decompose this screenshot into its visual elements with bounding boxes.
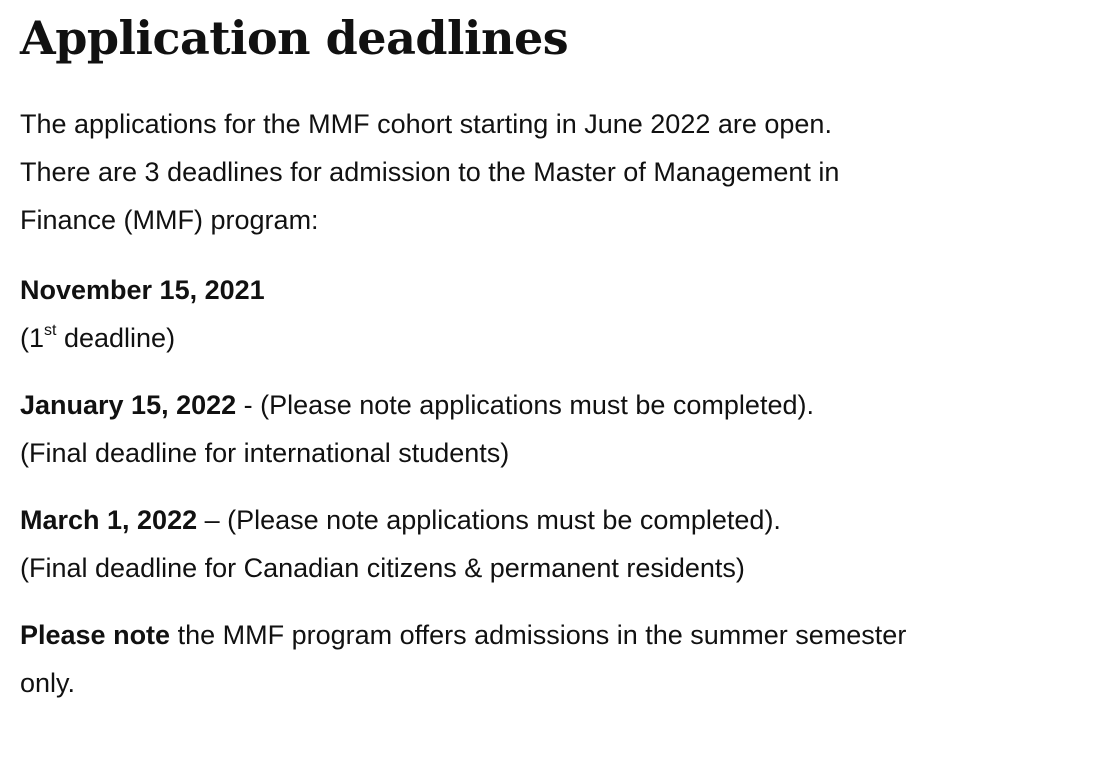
ordinal-suffix: st [44, 322, 57, 339]
deadline-detail: - (Please note applications must be completed). [236, 390, 814, 420]
page-title: Application deadlines [20, 11, 569, 65]
footer-note-bold: Please note [20, 620, 171, 650]
footer-note [20, 611, 1074, 707]
intro-line-3: Finance (MMF) program: [20, 205, 319, 235]
intro-paragraph [20, 100, 1074, 244]
intro-line-1: The applications for the MMF cohort starting in June 2022 are open. [20, 109, 832, 139]
deadline-note: (1st deadline) [20, 322, 176, 353]
intro-line-2: There are 3 deadlines for admission to the Master of Management in [20, 157, 840, 187]
deadline-note: (Final deadline for international students) [20, 438, 510, 468]
deadline-item-1 [20, 266, 1074, 362]
deadline-note: (Final deadline for Canadian citizens & permanent residents) [20, 553, 745, 583]
deadline-date: January 15, 2022 [20, 390, 237, 420]
footer-note-text: the MMF program offers admissions in the summer semester [170, 620, 907, 650]
deadline-item-3 [20, 496, 1074, 592]
deadline-detail: – (Please note applications must be completed). [197, 505, 781, 535]
deadline-date: March 1, 2022 [20, 505, 198, 535]
footer-note-text-2: only. [20, 668, 76, 698]
deadline-item-2 [20, 381, 1074, 477]
deadline-date: November 15, 2021 [20, 275, 265, 305]
